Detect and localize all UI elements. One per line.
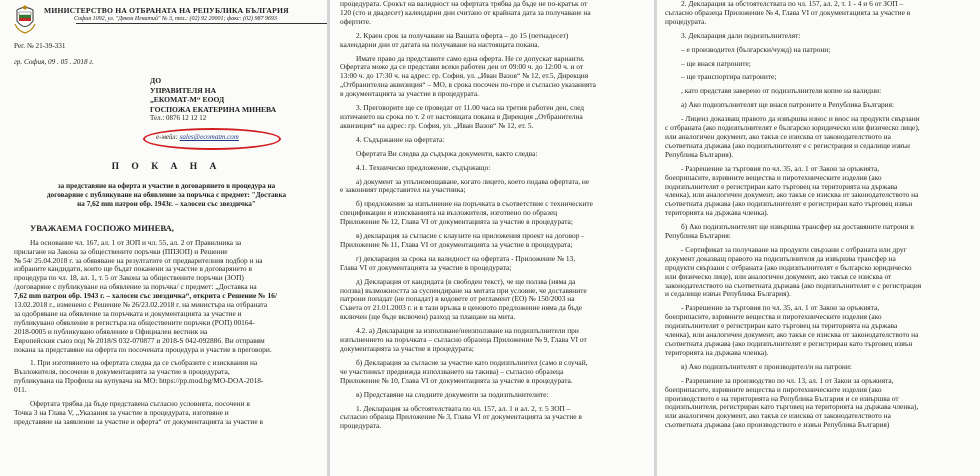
text-line: – ще транспортира патроните; (681, 73, 777, 82)
text-line: боеприпасите, взривните вещества и пиротехническите изделия (ако (665, 385, 882, 394)
text-line: територията на държава членка). (665, 348, 769, 357)
text-line: На основание чл. 167, ал. 1 от ЗОП и чл. 55, ал. 2 от Правилника за (30, 238, 242, 247)
text-line: Офертата трябва да бъде представена съгласно условията, посочени в (30, 400, 250, 409)
text-line: – ще внася патроните; (681, 59, 751, 68)
text-line: съответната държава (ако подизпълнителят е с регистрация и седалище извън (665, 141, 911, 150)
text-line: Точка 3 на Глава V, „Указания за участие в процедурата, изготвяне и (14, 409, 229, 417)
text-line: Приложение № 11, Глава VI от документацията за участие в процедурата; (340, 240, 573, 249)
text-line: 13.02.2018 г., изменено с Решение № 26/23.02.2018 г. на министъра на отбраната (14, 301, 268, 310)
text-line: 7,62 mm патрон обр. 1943 г. – халосен със звездичка“, открита с Решение № 16/ (14, 292, 277, 301)
text-line: с отбраната (ако подизпълнителят е българско юридическо или физическо лице), (665, 124, 920, 133)
text-line: г) декларация за срока на валидност на офертата - Приложение № 13, (356, 254, 576, 263)
text-line: д) Декларация от кандидата (в свободен текст), че ще ползва (няма да (356, 277, 576, 286)
text-line: подизпълнителя, регистриран като търговец на територията на държава членка), (665, 403, 919, 412)
text-line: в) декларация за съгласие с клаузите на приложения проект на договор - (356, 232, 584, 241)
to-label: ДО (150, 76, 162, 85)
subject-line: за представяне на оферта и участие в договарянето в процедура на (57, 181, 276, 190)
text-line: 1. При изготвянето на офертата следва да се съобразите с изисквания на (30, 359, 258, 368)
text-line: съответната държава (ако подизпълнителят е регистриран като търговец извън (665, 340, 913, 348)
text-line: Офертата Ви следва да съдържа документи, както следва: (356, 149, 538, 158)
text-line: 011. (14, 386, 27, 395)
text-line: - Разрешение за търговия по чл. 35, ал. 1 от Закон за оръжията, (681, 164, 880, 173)
item-1 (14, 359, 319, 395)
text-line: процедурата. Срокът на валидност на офертата трябва да бъде не по-кратък от (340, 0, 588, 8)
header-rule (76, 23, 327, 24)
text-line: Приложение № 12, Глава VI от документацията за участие в процедурата; (340, 218, 573, 227)
text-line: 2. Краен срок за получаване на Вашата оферта – до 15 (петнадесет) (356, 31, 569, 40)
text-line: съответната държава (ако подизпълнителят е регистриран като търговец извън (665, 200, 913, 209)
text-line: включен (ще бъде включен) разход за плащане на мита. (340, 313, 516, 322)
text-line: 13:00 ч. до 17:30 ч. на адрес: гр. София, ул. „Иван Вазов“ № 12, ет.5, Дирекция (340, 72, 589, 81)
document-title: П О К А Н А (111, 161, 222, 172)
registration-number: Рег. № 21-39-331 (14, 42, 66, 50)
text-line: б) предложение за изпълнение на поръчката в съответствие с техническите (356, 200, 593, 209)
text-line: Възложителя, посочени в документацията за участие в процедурата, (14, 368, 230, 377)
text-line: б) Ако подизпълнителят ще извършва трансфер на доставяните патрони в (681, 223, 914, 232)
text-line: Имате право да представите само една оферта. Не се допускат варианти. (356, 54, 585, 63)
paragraph-2 (14, 400, 319, 427)
text-line: или аналогичен документ, ако такъв се изисква от законодателството на (665, 132, 891, 141)
section-heading: 4. Съдържание на офертата: (356, 135, 445, 144)
page-3 (657, 0, 980, 476)
text-line: или аналогичен документ, ако такъв се изисква от законодателството на (665, 412, 891, 421)
text-line: б) Декларация за съгласие за участие като подизпълнител (само в случай, (356, 358, 588, 367)
text-line: 4.2. а) Декларация за използване/неизползване на подизпълнители при (356, 327, 579, 336)
text-line: членка), или аналогичен документ, ако такъв се изисква от законодателството на (665, 191, 919, 200)
text-line: 2. Декларация за обстоятелствата по чл. 157, ал. 2, т. 1 - 4 и 6 от ЗОП – (681, 0, 904, 8)
text-line: боеприпасите, взривните вещества и пиротехническите изделия (ако (665, 313, 882, 322)
text-line: /договаряне с публикуване на обявление за поръчка/ с предмет: „Доставка на (14, 283, 257, 292)
text-line: за одобряване на обявление за поръчката и документацията за участие и (14, 309, 242, 318)
page-1 (0, 0, 327, 476)
text-line: продукти свързани с отбраната (ако подизпълнителят е българско юридическо (665, 263, 912, 272)
text-line: съгласно образца Приложение № 3, Глава VI от документацията за участие в (340, 413, 582, 422)
text-line: изтичането на срока по т. 2 от настоящата покана в Дирекция „Отбранителна (340, 112, 583, 121)
text-line: територията на държава членка). (665, 209, 769, 218)
ministry-address: София 1092, ул. "Дякон Игнатий" № 3, тел.: (02) 92 20001; факс: (02) 987 9693 (74, 16, 278, 22)
greeting: УВАЖАЕМА ГОСПОЖО МИНЕВА, (30, 222, 174, 233)
text-line: представяне на заявление за участие и оферта“ от документацията за участие в (14, 417, 263, 426)
text-line: ползва) възможността за суспендиране на митата при условие, че доставяните (340, 286, 587, 295)
email-label: e-мейл: (156, 132, 178, 141)
text-line: , като представя заверено от подизпълнителя копие на валидни: (681, 87, 882, 96)
phone-line: Тел.: 0876 12 12 12 (150, 114, 207, 123)
text-line: Република България). (665, 150, 734, 159)
text-line: 1. Декларация за обстоятелствата по чл. 157, ал. 1 и ал. 2, т. 5 ЗОП – (356, 404, 571, 413)
text-line: публикувано обявление в регистъра на обществените поръчки (РОП) 00164- (14, 318, 255, 327)
text-line: 3. Преговорите ще се проведат от 11.00 часа на третия работен ден, след (356, 104, 585, 113)
text-line: Глава VI от документацията за участие в процедурата; (340, 263, 512, 272)
text-line: подизпълнителят е регистриран като търговец на територията на държава (665, 182, 898, 191)
subject-line: на 7,62 mm патрон обр. 1943г. – халосен със звездичка" (77, 199, 256, 208)
email-link[interactable]: sales@ecomatm.com (179, 132, 239, 141)
text-line: аквизиция“ на адрес: гр. София, ул. „Иван Вазов“ № 12, ет. 5. (340, 121, 534, 130)
addressee-block (150, 76, 319, 124)
text-line: Република България: (665, 232, 731, 241)
text-line: Европейския съюз под № 2018/S 032-070877 и 2018-S 042-092886. Ви отправям (14, 336, 265, 345)
page-2 (330, 0, 654, 476)
text-line: – е производител (български/чужд) на патрони; (681, 45, 831, 54)
text-line: документ доказващ правото на подизпълнителя да извършва трансфер на (665, 254, 896, 263)
text-line: спецификации и изискванията на възложителя, изготвено по образец (340, 209, 558, 218)
text-line: - Сертификат за получаване на продукти свързани с отбраната или друг (681, 245, 907, 254)
subject-line: договаряне с публикуване на обявление за поръчка с предмет: "Доставка (46, 190, 287, 199)
text-line: в документацията за участие в процедурата. (340, 90, 479, 99)
text-line: в) Представяне на следните документи за подизпълнителите: (356, 390, 549, 399)
text-line: 2018-0005 и публикувано обявление в Официален вестник на (14, 327, 208, 336)
coat-of-arms-icon (14, 4, 36, 34)
text-line: - Лиценз доказващ правото да извършва износ и внос на продукти свързани (681, 115, 920, 124)
text-line: календарни дни от датата на получаване на настоящата покана. (340, 40, 540, 49)
text-line: Съвета от 21.01.2003 г. и в тази връзка в ценовото предложение няма да бъде (340, 304, 583, 313)
paragraph-1 (14, 239, 319, 355)
text-line: - Разрешение за производство по чл. 13, ал. 1 от Закон за оръжията, (681, 376, 894, 385)
text-line: № 54/ 25.04.2018 г. за обявяване на резултатите от предварителния подбор и на (14, 256, 263, 265)
text-line: процедурата. (665, 17, 707, 26)
subject (18, 182, 315, 209)
text-line: законодателството на съответната държава (ако подизпълнителят е с регистрация (665, 281, 922, 290)
text-line: 3. Декларация дали подизпълнителят: (681, 31, 801, 40)
text-line: документацията за участие в процедурата; (340, 345, 474, 353)
text-line: че участникът предвижда използването на такива) – съгласно образеца (340, 367, 564, 376)
text-line: офертите. (340, 17, 371, 26)
ministry-name: МИНИСТЕРСТВО НА ОТБРАНАТА НА РЕПУБЛИКА БЪЛГАРИЯ (44, 6, 289, 15)
text-line: и седалище извън Република България). (665, 290, 791, 299)
text-line: процедурата. (340, 422, 382, 431)
letterhead (14, 4, 319, 34)
text-line: а) Ако подизпълнителят ще внася патроните в Република България: (681, 101, 895, 110)
text-line: покана за представяне на оферта по посочената процедура и участие в преговори. (14, 345, 272, 354)
text-line: производството е на територията на Република България и се извършва от (665, 394, 899, 403)
text-line: процедура по чл. 18, ал. 1, т. 5 от Закона за обществените поръчки (ЗОП) (14, 274, 244, 283)
text-line: „Отбранителна аквизиция“ – МО, в срока посочен по-горе и съгласно указанията (340, 81, 596, 90)
text-line: съответната държава (ако производството е извън Република България) (665, 421, 890, 430)
text-line: - Разрешение за търговия по чл. 35, ал. 1 от Закон за оръжията, (681, 304, 880, 313)
date-line: гр. София, 09 . 05 . 2018 г. (14, 58, 94, 66)
text-line: патрони попадат (не попадат) в кодовете от регламент (ЕО) № 150/2003 на (340, 295, 575, 304)
text-line: подизпълнителят е регистриран като търговец на територията на държава (665, 322, 898, 331)
to-line-1: УПРАВИТЕЛЯ НА (150, 85, 217, 95)
text-line: е законният представител на участника; (340, 186, 466, 195)
text-line: 4.1. Техническо предложение, съдържащо: (356, 163, 491, 172)
text-line: изпълнението на поръчката – съгласно образеца Приложение № 9, Глава VI от (340, 336, 587, 345)
text-line: членка), или аналогичен документ, ако такъв се изисква от законодателството на (665, 331, 919, 340)
text-line: в) Ако подизпълнителят е производител/и на патрони: (681, 362, 852, 371)
text-line: прилагане на Закона за обществените поръчки (ППЗОП) и Решение (14, 247, 228, 256)
to-line-3: ГОСПОЖА ЕКАТЕРИНА МИНЕВА (150, 104, 277, 114)
text-line: избраните кандидати, които ще бъдат поканени за участие в договарянето в (14, 265, 252, 274)
text-line: или физическо лице), или аналогичен документ, ако такъв се изисква от (665, 272, 892, 281)
to-line-2: „ЕКОМАТ-М“ ЕООД (150, 95, 225, 105)
text-line: Офертата може да се представи всеки работен ден от 09:00 ч. до 12:00 ч. и от (340, 63, 584, 72)
email-line (156, 133, 239, 141)
text-line: 120 (сто и двадесет) календарни дни считано от крайната дата за получаване на (340, 8, 591, 17)
text-line: публикувана на Профила на купувача на МО: https://pp.mod.bg/MO-DOA-2018- (14, 377, 264, 386)
text-line: а) документ за упълномощаване, когато лицето, което подава офертата, не (356, 177, 590, 186)
text-line: боеприпасите, взривните вещества и пиротехническите изделия (ако (665, 173, 882, 182)
text-line: Приложение № 10, Глава VI от документацията за участие в процедурата. (340, 376, 573, 385)
text-line: съгласно образеца Приложение № 4, Глава VI от документацията за участие в (665, 8, 911, 17)
email-highlight (146, 130, 280, 148)
